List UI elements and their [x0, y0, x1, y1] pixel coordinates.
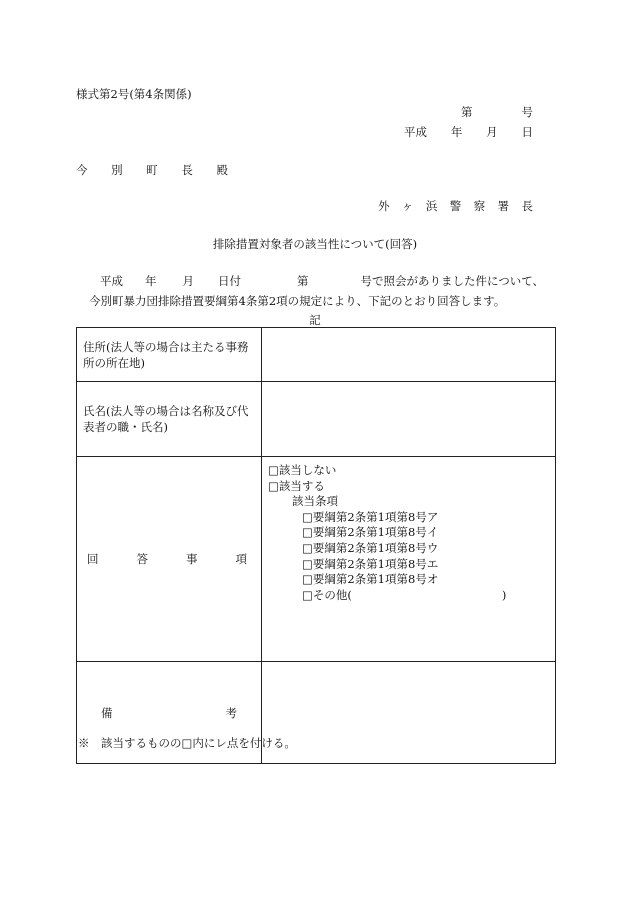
ref-no-prefix: 第 [461, 105, 473, 119]
option-other[interactable] [302, 588, 555, 604]
sender [378, 198, 533, 214]
option-applicable[interactable]: □該当する [268, 478, 325, 493]
sender-char: 外 [378, 199, 390, 213]
name-label: 氏名(法人等の場合は名称及び代表者の職・氏名) [77, 382, 262, 457]
addressee-char: 町 [146, 163, 158, 177]
intro-month: 月 [182, 274, 194, 288]
footnote: ※ 該当するものの□内にレ点を付ける。 [78, 736, 296, 750]
response-table [76, 327, 556, 764]
addressee-char: 別 [111, 163, 123, 177]
answer-label-cell [77, 457, 262, 662]
ref-date-day: 日 [521, 125, 533, 139]
answer-label-char: 回 [87, 552, 99, 566]
intro-era: 平成 [100, 274, 123, 288]
clause-option-a[interactable]: □要綱第2条第1項第8号ア [302, 509, 439, 524]
sender-char: ヶ [401, 199, 414, 213]
other-open: □その他( [302, 587, 352, 602]
sender-char: 警 [449, 199, 462, 213]
intro-year: 年 [145, 274, 157, 288]
intro-line-2: 今別町暴力団排除措置要綱第4条第2項の規定により、下記のとおり回答します。 [89, 294, 506, 308]
document-title: 排除措置対象者の該当性について(回答) [212, 237, 418, 251]
clause-option-e[interactable]: □要綱第2条第1項第8号エ [302, 556, 439, 571]
ref-date-era: 平成 [404, 125, 427, 139]
clause-heading: 該当条項 [292, 494, 338, 509]
addressee-char: 今 [76, 163, 88, 177]
answer-label-char: 答 [136, 552, 148, 566]
sender-char: 署 [497, 199, 510, 213]
addressee-char: 長 [181, 163, 193, 177]
form-id: 様式第2号(第4条関係) [76, 87, 192, 101]
addressee [76, 162, 228, 178]
sender-char: 長 [521, 199, 533, 213]
name-field[interactable] [262, 382, 556, 457]
remarks-label [83, 705, 255, 721]
ref-date-year: 年 [450, 125, 463, 139]
answer-label-char: 事 [186, 552, 198, 566]
addressee-char: 殿 [216, 163, 228, 177]
sender-char: 察 [473, 199, 486, 213]
reference-number [461, 104, 533, 120]
intro-line-1 [100, 273, 544, 289]
intro-tail: 号で照会がありました件について、 [360, 274, 545, 288]
sender-char: 浜 [425, 199, 438, 213]
ref-date-month: 月 [486, 125, 498, 139]
clause-option-u[interactable]: □要綱第2条第1項第8号ウ [302, 540, 439, 555]
clause-option-i[interactable]: □要綱第2条第1項第8号イ [302, 525, 439, 540]
ki-label: 記 [309, 313, 321, 327]
reference-date [404, 124, 533, 140]
answer-label-char: 項 [235, 552, 247, 566]
table-row [77, 328, 556, 382]
remarks-label-char: 備 [101, 705, 113, 720]
address-field[interactable] [262, 328, 556, 382]
table-row [77, 457, 556, 662]
option-not-applicable[interactable]: □該当しない [268, 463, 337, 477]
intro-dai: 第 [297, 274, 309, 288]
remarks-field[interactable] [262, 662, 556, 764]
intro-dated: 日付 [218, 274, 241, 288]
ref-no-suffix: 号 [521, 105, 533, 119]
remarks-label-char: 考 [225, 705, 237, 720]
clause-option-o[interactable]: □要綱第2条第1項第8号オ [302, 572, 439, 587]
table-row [77, 382, 556, 457]
answer-options [262, 457, 556, 662]
answer-label [83, 551, 255, 567]
address-label: 住所(法人等の場合は主たる事務所の所在地) [77, 328, 262, 382]
other-close: ) [501, 587, 507, 602]
